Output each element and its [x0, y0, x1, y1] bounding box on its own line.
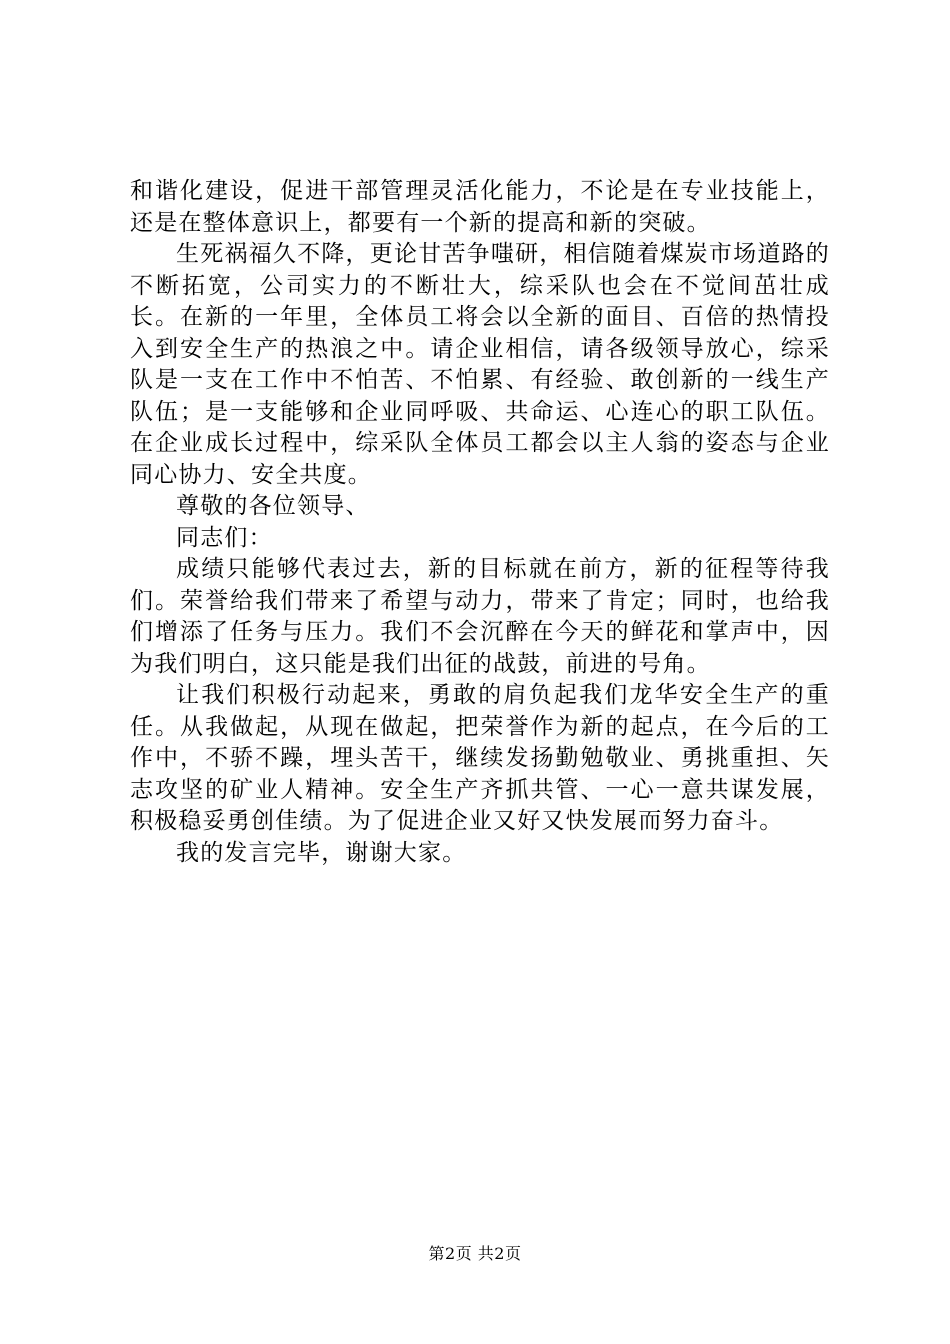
paragraph-call-to-action: 让我们积极行动起来，勇敢的肩负起我们龙华安全生产的重任。从我做起，从现在做起，把荣誉作为新的起点，在今后的工作中，不骄不躁，埋头苦干，继续发扬勤勉敬业、勇挑重担、矢志攻坚的矿业人精神。安全生产齐抓共管、一心一意共谋发展，积极稳妥勇创佳绩。为了促进企业又好又快发展而努力奋斗。 [130, 682, 830, 834]
paragraph-closing: 我的发言完毕，谢谢大家。 [176, 839, 467, 866]
page-footer [0, 1244, 950, 1264]
paragraph-continuation: 和谐化建设，促进干部管理灵活化能力，不论是在专业技能上，还是在整体意识上，都要有一个新的提高和新的突破。 [130, 178, 830, 236]
salutation-leaders: 尊敬的各位领导、 [176, 493, 370, 519]
paragraph-achievements: 成绩只能够代表过去，新的目标就在前方，新的征程等待我们。荣誉给我们带来了希望与动力，带来了肯定；同时，也给我们增添了任务与压力。我们不会沉醉在今天的鲜花和掌声中，因为我们明白，这只能是我们出征的战鼓，前进的号角。 [130, 556, 830, 677]
paragraph-growth: 生死祸福久不降，更论甘苦争嗤研，相信随着煤炭市场道路的不断拓宽，公司实力的不断壮大，综采队也会在不觉间茁壮成长。在新的一年里，全体员工将会以全新的面目、百倍的热情投入到安全生产的热浪之中。请企业相信，请各级领导放心，综采队是一支在工作中不怕苦、不怕累、有经验、敢创新的一线生产队伍；是一支能够和企业同呼吸、共命运、心连心的职工队伍。在企业成长过程中，综采队全体员工都会以主人翁的姿态与企业同心协力、安全共度。 [130, 241, 830, 488]
document-body [130, 176, 830, 869]
salutation-comrades: 同志们： [176, 524, 273, 551]
page-number-label: 第2页 共2页 [428, 1244, 522, 1263]
